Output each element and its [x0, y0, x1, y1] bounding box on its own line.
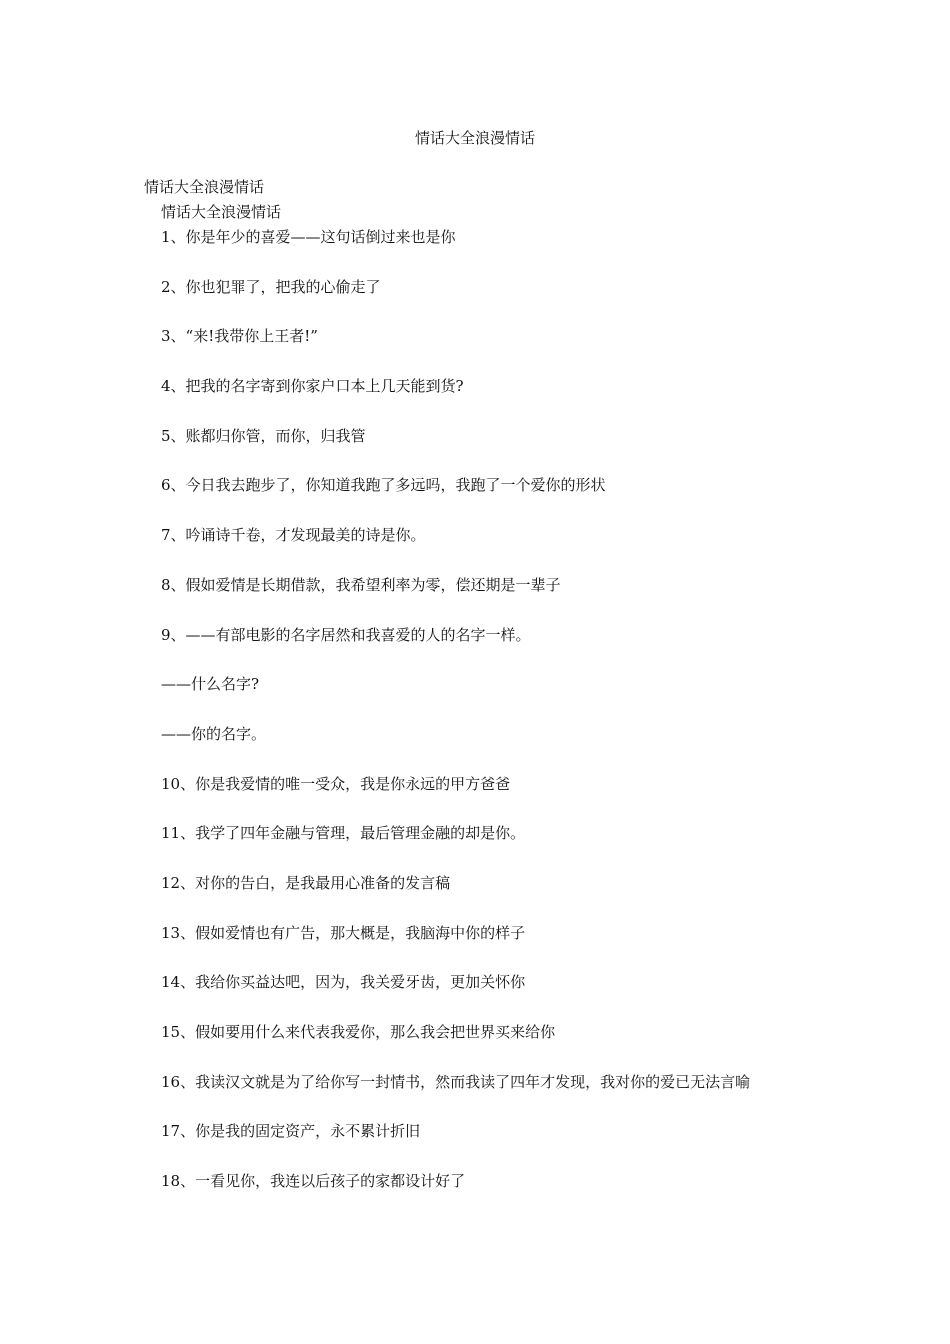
list-item: 13、假如爱情也有广告，那大概是，我脑海中你的样子 — [161, 923, 526, 942]
list-item: 6、今日我去跑步了，你知道我跑了多远吗，我跑了一个爱你的形状 — [161, 476, 606, 495]
list-item: 15、假如要用什么来代表我爱你，那么我会把世界买来给你 — [161, 1023, 556, 1041]
list-item: 4、把我的名字寄到你家户口本上几天能到货? — [161, 377, 464, 396]
list-item: 11、我学了四年金融与管理，最后管理金融的却是你。 — [161, 824, 526, 843]
list-item: 2、你也犯罪了，把我的心偷走了 — [161, 277, 381, 296]
document-title: 情话大全浪漫情话 — [414, 129, 535, 147]
list-item: 3、“来!我带你上王者!” — [161, 327, 318, 346]
section-heading: 情话大全浪漫情话 — [144, 178, 265, 196]
list-item: 17、你是我的固定资产，永不累计折旧 — [161, 1122, 421, 1141]
list-item: 12、对你的告白，是我最用心准备的发言稿 — [161, 873, 451, 892]
list-item: 7、吟诵诗千卷，才发现最美的诗是你。 — [161, 526, 426, 545]
list-item: 18、一看见你，我连以后孩子的家都设计好了 — [161, 1172, 466, 1191]
list-item: 1、你是年少的喜爱——这句话倒过来也是你 — [161, 228, 456, 246]
list-item: 9、——有部电影的名字居然和我喜爱的人的名字一样。 — [161, 625, 531, 644]
list-item: 8、假如爱情是长期借款，我希望利率为零，偿还期是一辈子 — [161, 575, 561, 594]
list-item: ——什么名字? — [161, 675, 260, 694]
list-item: ——你的名字。 — [161, 724, 267, 743]
list-item: 16、我读汉文就是为了给你写一封情书，然而我读了四年才发现，我对你的爱已无法言喻 — [161, 1072, 751, 1091]
section-subheading: 情话大全浪漫情话 — [161, 203, 282, 221]
list-item: 10、你是我爱情的唯一受众，我是你永远的甲方爸爸 — [161, 774, 511, 793]
list-item: 5、账都归你管，而你，归我管 — [161, 426, 366, 445]
list-item: 14、我给你买益达吧，因为，我关爱牙齿，更加关怀你 — [161, 973, 526, 992]
love-quotes-list — [161, 227, 921, 1221]
